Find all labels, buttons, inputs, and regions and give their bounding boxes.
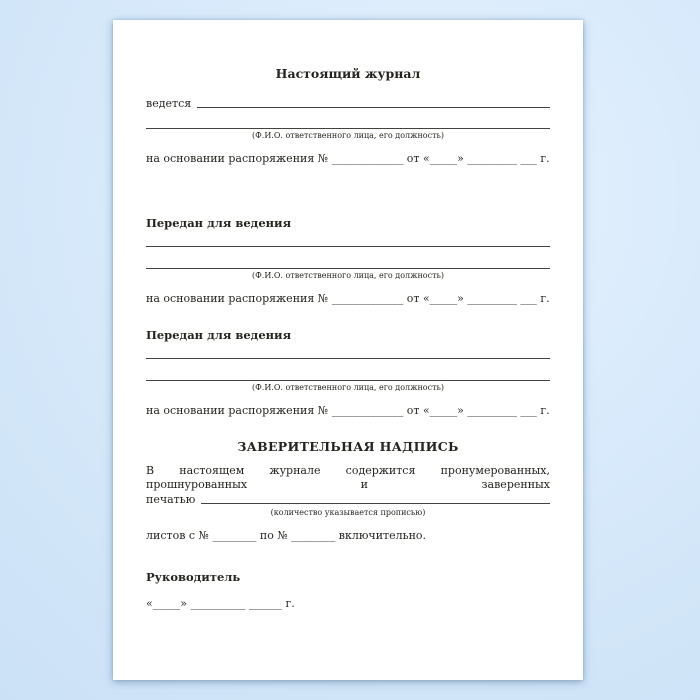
order-basis-line: на основании распоряжения № _____________ от «_____» _________ ___ г. xyxy=(146,403,550,417)
fio-blank-line xyxy=(146,110,550,129)
maintained-by-label: ведется xyxy=(146,96,192,110)
document-page xyxy=(113,20,583,680)
transfer-blank-line xyxy=(146,231,550,247)
maintained-by-blank-line xyxy=(197,107,550,108)
fio-caption: (Ф.И.О. ответственного лица, его должность) xyxy=(252,382,444,392)
journal-title: Настоящий журнал xyxy=(275,66,421,81)
transfer-blank-line xyxy=(146,343,550,359)
fio-caption: (Ф.И.О. ответственного лица, его должность) xyxy=(252,131,444,141)
quantity-caption: (количество указывается прописью) xyxy=(270,508,426,518)
certification-body-line: В настоящем журнале содержится пронумерованных, прошнурованных и заверенных xyxy=(146,464,550,491)
signature-date-line: «_____» __________ ______ г. xyxy=(146,597,295,611)
transfer-block xyxy=(146,328,550,417)
signature-role-label: Руководитель xyxy=(146,570,241,584)
sheets-range-line: листов с № ________ по № ________ включительно. xyxy=(146,529,427,543)
transfer-block xyxy=(146,216,550,305)
fio-caption: (Ф.И.О. ответственного лица, его должность) xyxy=(252,270,444,280)
order-basis-line: на основании распоряжения № _____________ от «_____» _________ ___ г. xyxy=(146,152,550,166)
transfer-title: Передан для ведения xyxy=(146,216,292,231)
fio-blank-line xyxy=(146,247,550,269)
maintained-by-row xyxy=(146,97,550,111)
quantity-blank-line xyxy=(201,503,550,504)
fio-blank-line xyxy=(146,359,550,381)
certification-title: ЗАВЕРИТЕЛЬНАЯ НАДПИСЬ xyxy=(237,439,459,455)
seal-row xyxy=(146,493,550,507)
transfer-title: Передан для ведения xyxy=(146,328,292,343)
order-basis-line: на основании распоряжения № _____________ от «_____» _________ ___ г. xyxy=(146,291,550,305)
seal-label: печатью xyxy=(146,492,196,506)
